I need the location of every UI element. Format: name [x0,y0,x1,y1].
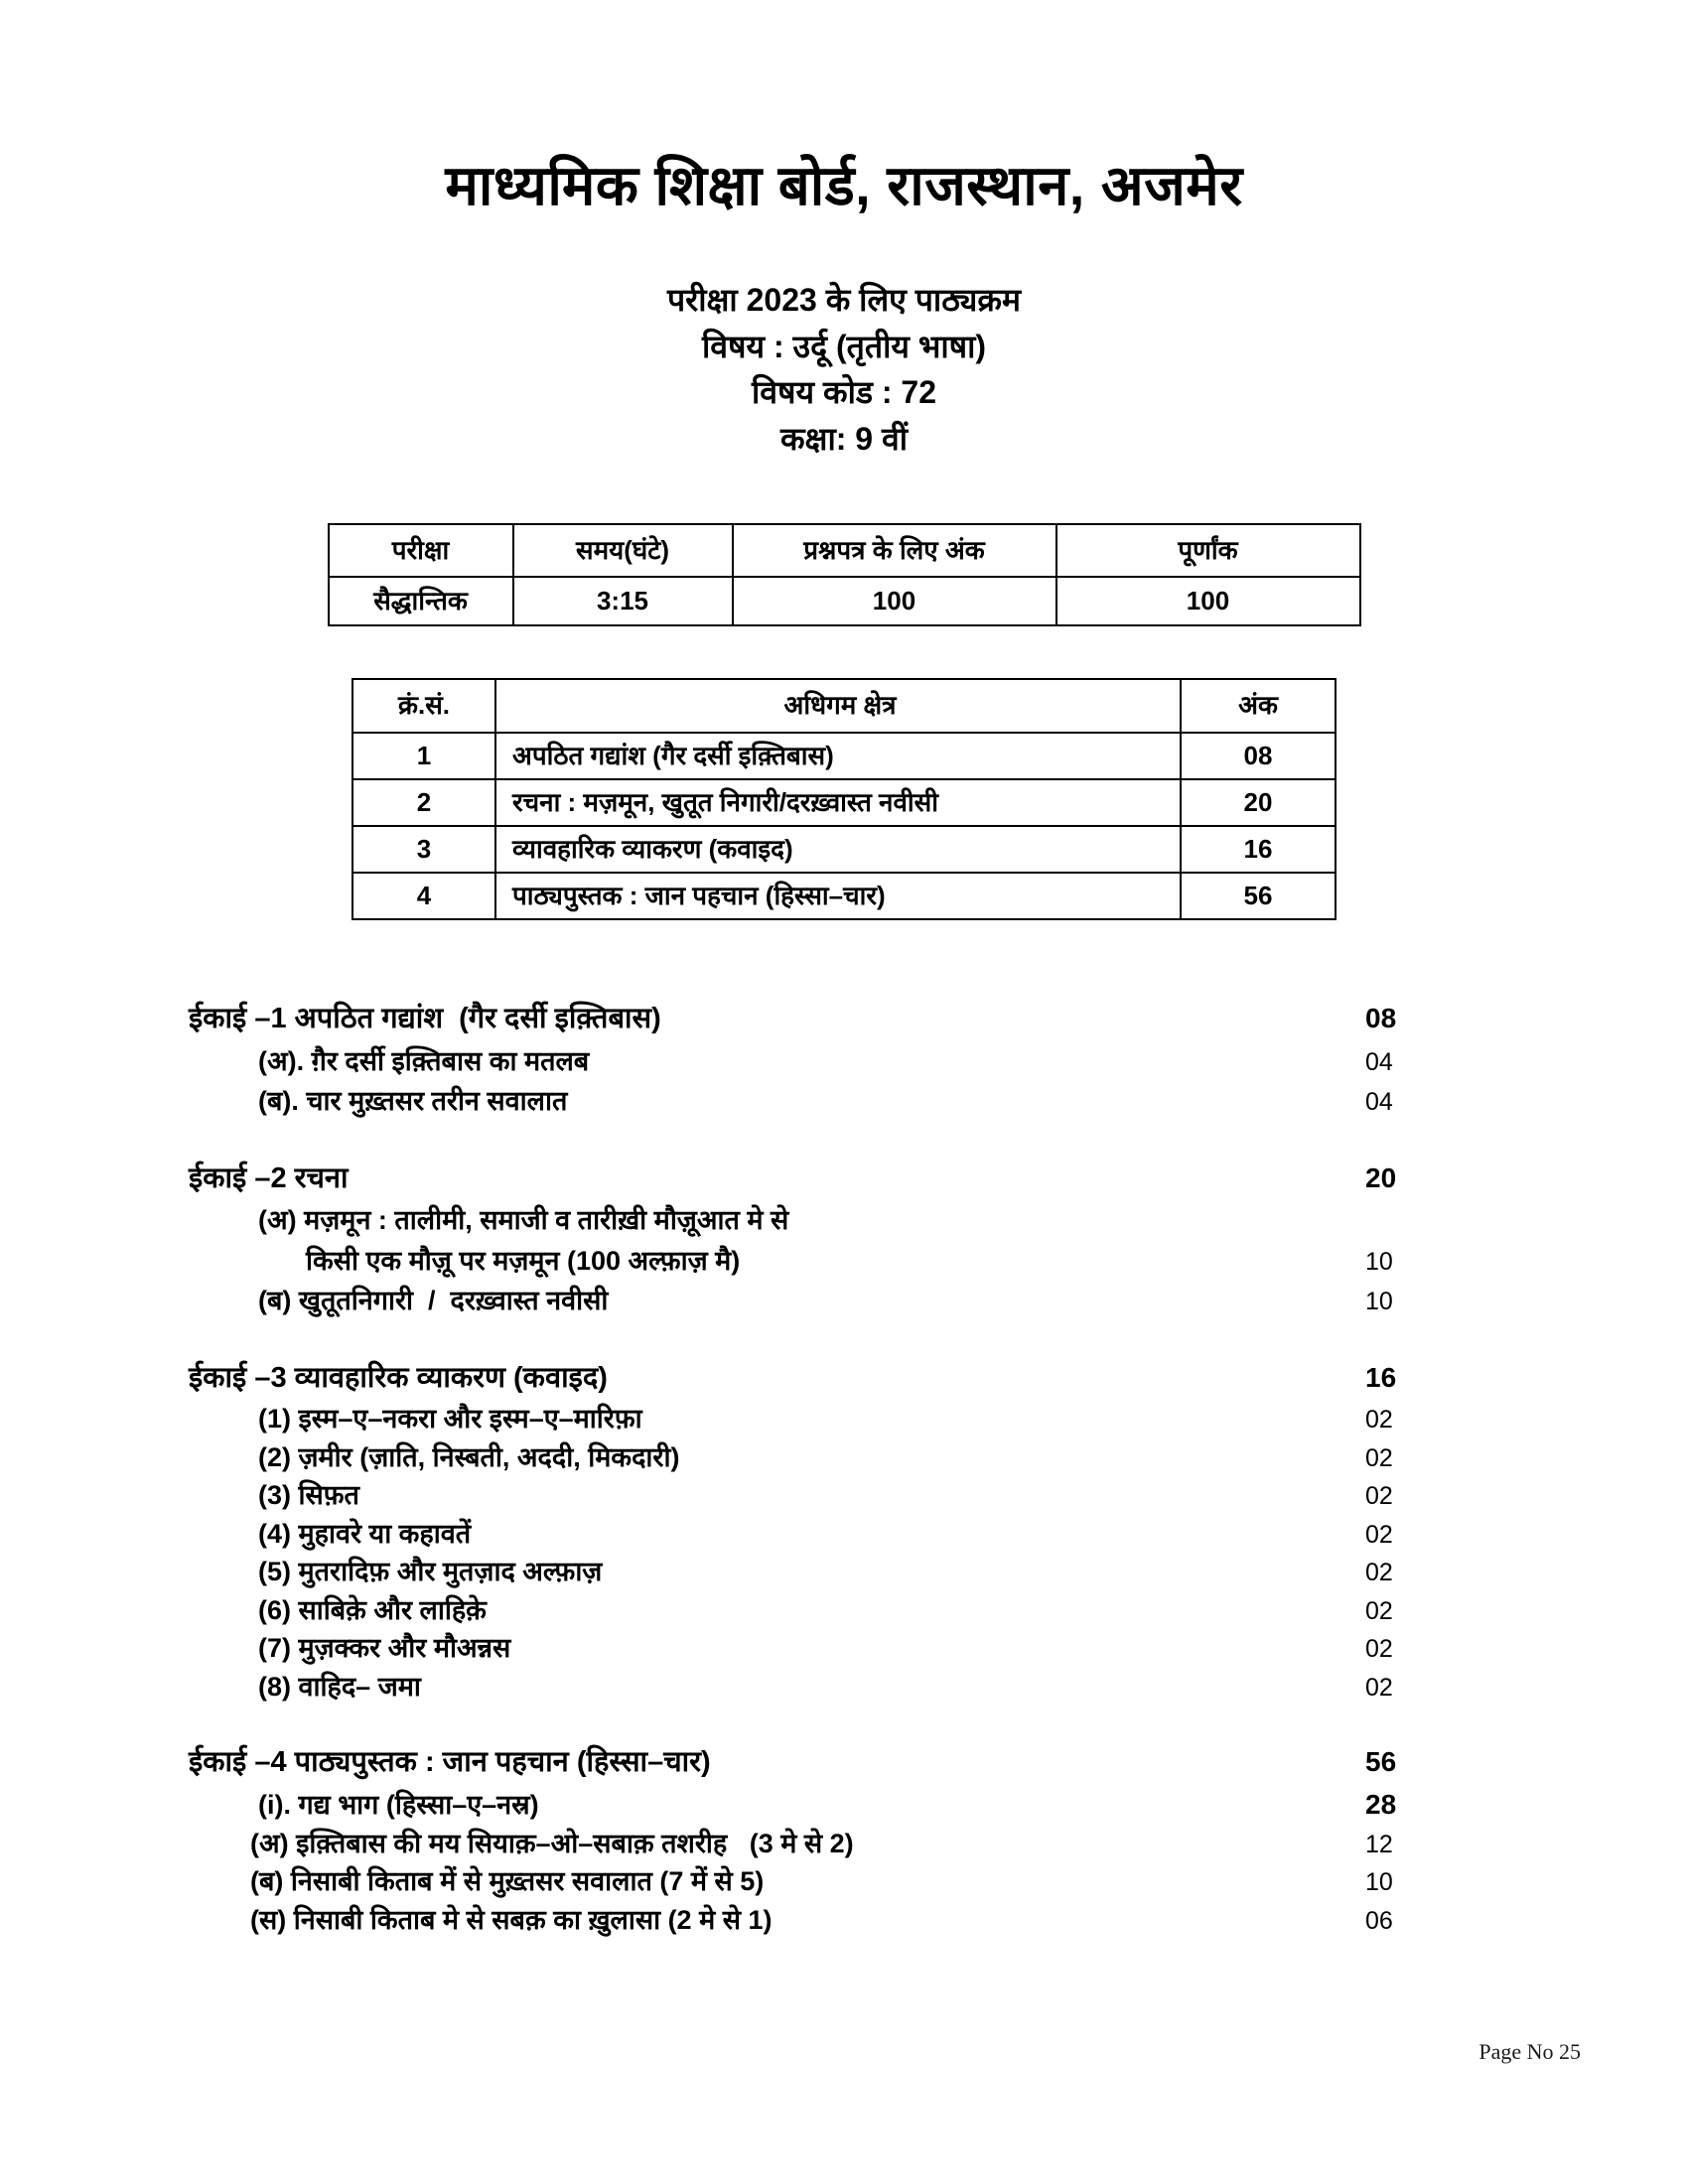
unit-4-marks: 56 [1365,1746,1397,1778]
unit-3-marks: 16 [1365,1361,1397,1393]
unit-3-item-2 [189,1438,1435,1477]
unit-2-item-2 [189,1281,1435,1321]
unit-4-title: ईकाई –4 पाठ्यपुस्तक : जान पहचान (हिस्सा–चार) [189,1746,711,1779]
unit-block-4 [189,1741,1435,1939]
unit-4-item-1-marks: 28 [1365,1788,1397,1820]
unit-4-item-1 [189,1785,1435,1825]
unit-3-item-5-text: (5) मुतरादिफ़ और मुतज़ाद अल्फ़ाज़ [258,1557,603,1587]
unit-3-item-7 [189,1629,1435,1668]
unit-4-item-2-text: (अ) इक़्तिबास की मय सियाक़–ओ–सबाक़ तशरीह (3 मे से 2) [250,1828,854,1858]
subtitle-line-syllabus: परीक्षा 2023 के लिए पाठ्यक्रम [666,282,1022,319]
table-header-row [352,679,1336,732]
cell-learning-area: रचना : मज़मून, खुतूत निगारी/दरख़्वास्त नवीसी [495,779,1181,826]
unit-3-heading [189,1357,1435,1401]
unit-3-item-1-text: (1) इस्म–ए–नकरा और इस्म–ए–मारिफ़ा [258,1404,642,1434]
unit-3-item-4 [189,1515,1435,1554]
column-header-paper-marks: प्रश्नपत्र के लिए अंक [733,524,1056,577]
unit-2-heading [189,1158,1435,1201]
unit-2-item-1-continuation-marks: 10 [1365,1247,1393,1276]
unit-3-item-7-marks: 02 [1365,1635,1393,1664]
unit-2-item-1-text: (अ) मज़मून : तालीमी, समाजी व तारीख़ी मौज़ूआत मे से [258,1205,789,1236]
unit-4-item-3-text: (ब) निसाबी किताब में से मुख़्तसर सवालात (7 में से 5) [250,1866,765,1897]
unit-3-item-3-marks: 02 [1365,1482,1393,1511]
cell-exam-time: 3:15 [513,577,733,625]
unit-3-item-5-marks: 02 [1365,1559,1393,1587]
unit-2-item-1 [189,1200,1435,1241]
table-row [352,733,1336,779]
unit-block-3 [189,1357,1435,1706]
subtitle-block [0,277,1688,462]
cell-marks: 16 [1181,826,1336,873]
unit-1-title: ईकाई –1 अपठित गद्यांश (गैर दर्सी इक़्तिबास) [189,1003,661,1035]
unit-3-item-8-marks: 02 [1365,1673,1393,1702]
unit-3-item-3-text: (3) सिफ़त [258,1480,359,1511]
unit-4-item-3-marks: 10 [1365,1868,1393,1897]
unit-4-item-4-text: (स) निसाबी किताब मे से सबक़ का ख़ुलासा (2 मे से 1) [250,1904,773,1935]
column-header-total-marks: पूर्णांक [1056,524,1360,577]
cell-marks: 08 [1181,733,1336,779]
unit-3-item-6-text: (6) साबिके़ और लाहिके़ [258,1594,487,1625]
unit-4-item-2-marks: 12 [1365,1830,1393,1858]
unit-3-item-4-text: (4) मुहावरे या कहावतें [258,1518,472,1549]
unit-3-item-5 [189,1553,1435,1591]
unit-3-item-3 [189,1476,1435,1515]
cell-serial-no: 3 [352,826,495,873]
unit-1-item-2-text: (ब). चार मुख़्तसर तरीन सवालात [258,1086,568,1117]
table-row [352,873,1336,919]
unit-3-item-8-text: (8) वाहिद– जमा [258,1671,421,1702]
column-header-time: समय(घंटे) [513,524,733,577]
learning-area-table [352,678,1336,920]
unit-3-item-7-text: (7) मुज़क्कर और मौअन्नस [258,1633,511,1664]
cell-learning-area: अपठित गद्यांश (गैर दर्सी इक़्तिबास) [495,733,1181,779]
cell-serial-no: 4 [352,873,495,919]
unit-block-2 [189,1158,1435,1321]
unit-1-item-1 [189,1041,1435,1082]
unit-4-item-4-marks: 06 [1365,1906,1393,1935]
unit-2-item-2-marks: 10 [1365,1288,1393,1316]
cell-marks: 20 [1181,779,1336,826]
unit-1-marks: 08 [1365,1003,1397,1034]
unit-3-item-1 [189,1400,1435,1438]
cell-serial-no: 1 [352,733,495,779]
table-row [352,826,1336,873]
unit-3-item-8 [189,1668,1435,1706]
unit-3-item-1-marks: 02 [1365,1406,1393,1434]
subtitle-line-subject: विषय : उर्दू (तृतीय भाषा) [701,328,987,364]
learning-area-table-wrapper [0,626,1688,920]
column-header-learning-area: अधिगम क्षेत्र [495,679,1181,732]
unit-4-item-4 [189,1901,1435,1940]
unit-3-title: ईकाई –3 व्यावहारिक व्याकरण (कवाइद) [189,1361,608,1394]
unit-4-item-2 [189,1825,1435,1863]
column-header-serial-no: क्रं.सं. [352,679,495,732]
unit-1-heading [189,998,1435,1041]
cell-serial-no: 2 [352,779,495,826]
cell-paper-marks: 100 [733,577,1056,625]
unit-1-item-2 [189,1081,1435,1122]
exam-summary-table [328,523,1361,626]
unit-2-marks: 20 [1365,1161,1397,1193]
unit-3-item-2-marks: 02 [1365,1443,1393,1472]
exam-summary-table-wrapper [0,462,1688,626]
unit-1-item-1-text: (अ). ग़ैर दर्सी इक़्तिबास का मतलब [258,1045,590,1076]
subtitle-line-class: कक्षा: 9 वीं [779,420,909,457]
subtitle-line-subject-code: विषय कोड : 72 [751,374,937,411]
unit-4-item-1-text: (i). गद्य भाग (हिस्सा–ए–नस्र) [258,1789,539,1820]
unit-3-item-6-marks: 02 [1365,1596,1393,1625]
page-title: माध्यमिक शिक्षा बोर्ड, राजस्थान, अजमेर [445,154,1243,216]
table-row [352,779,1336,826]
table-row [329,577,1360,625]
cell-learning-area: व्यावहारिक व्याकरण (कवाइद) [495,826,1181,873]
cell-total-marks: 100 [1056,577,1360,625]
unit-4-heading [189,1741,1435,1785]
unit-2-item-2-text: (ब) खुतूतनिगारी / दरख़्वास्त नवीसी [258,1286,609,1316]
column-header-exam: परीक्षा [329,524,513,577]
table-header-row [329,524,1360,577]
cell-exam-type: सैद्धान्तिक [329,577,513,625]
unit-3-item-4-marks: 02 [1365,1520,1393,1549]
unit-2-title: ईकाई –2 रचना [189,1161,349,1194]
unit-2-item-1-continuation-text: किसी एक मौज़ू पर मज़मून (100 अल्फ़ाज़ मै) [306,1245,741,1276]
units-section [0,998,1688,1939]
unit-4-item-3 [189,1862,1435,1901]
unit-1-item-2-marks: 04 [1365,1088,1393,1117]
column-header-marks: अंक [1181,679,1336,732]
cell-learning-area: पाठ्यपुस्तक : जान पहचान (हिस्सा–चार) [495,873,1181,919]
unit-3-item-6 [189,1591,1435,1630]
unit-block-1 [189,998,1435,1122]
unit-3-item-2-text: (2) ज़मीर (ज़ाति, निस्बती, अददी, मिकदारी) [258,1441,680,1472]
unit-2-item-1-continuation [189,1241,1435,1282]
cell-marks: 56 [1181,873,1336,919]
page-number-footer: Page No 25 [1478,2039,1581,2064]
unit-1-item-1-marks: 04 [1365,1047,1393,1076]
